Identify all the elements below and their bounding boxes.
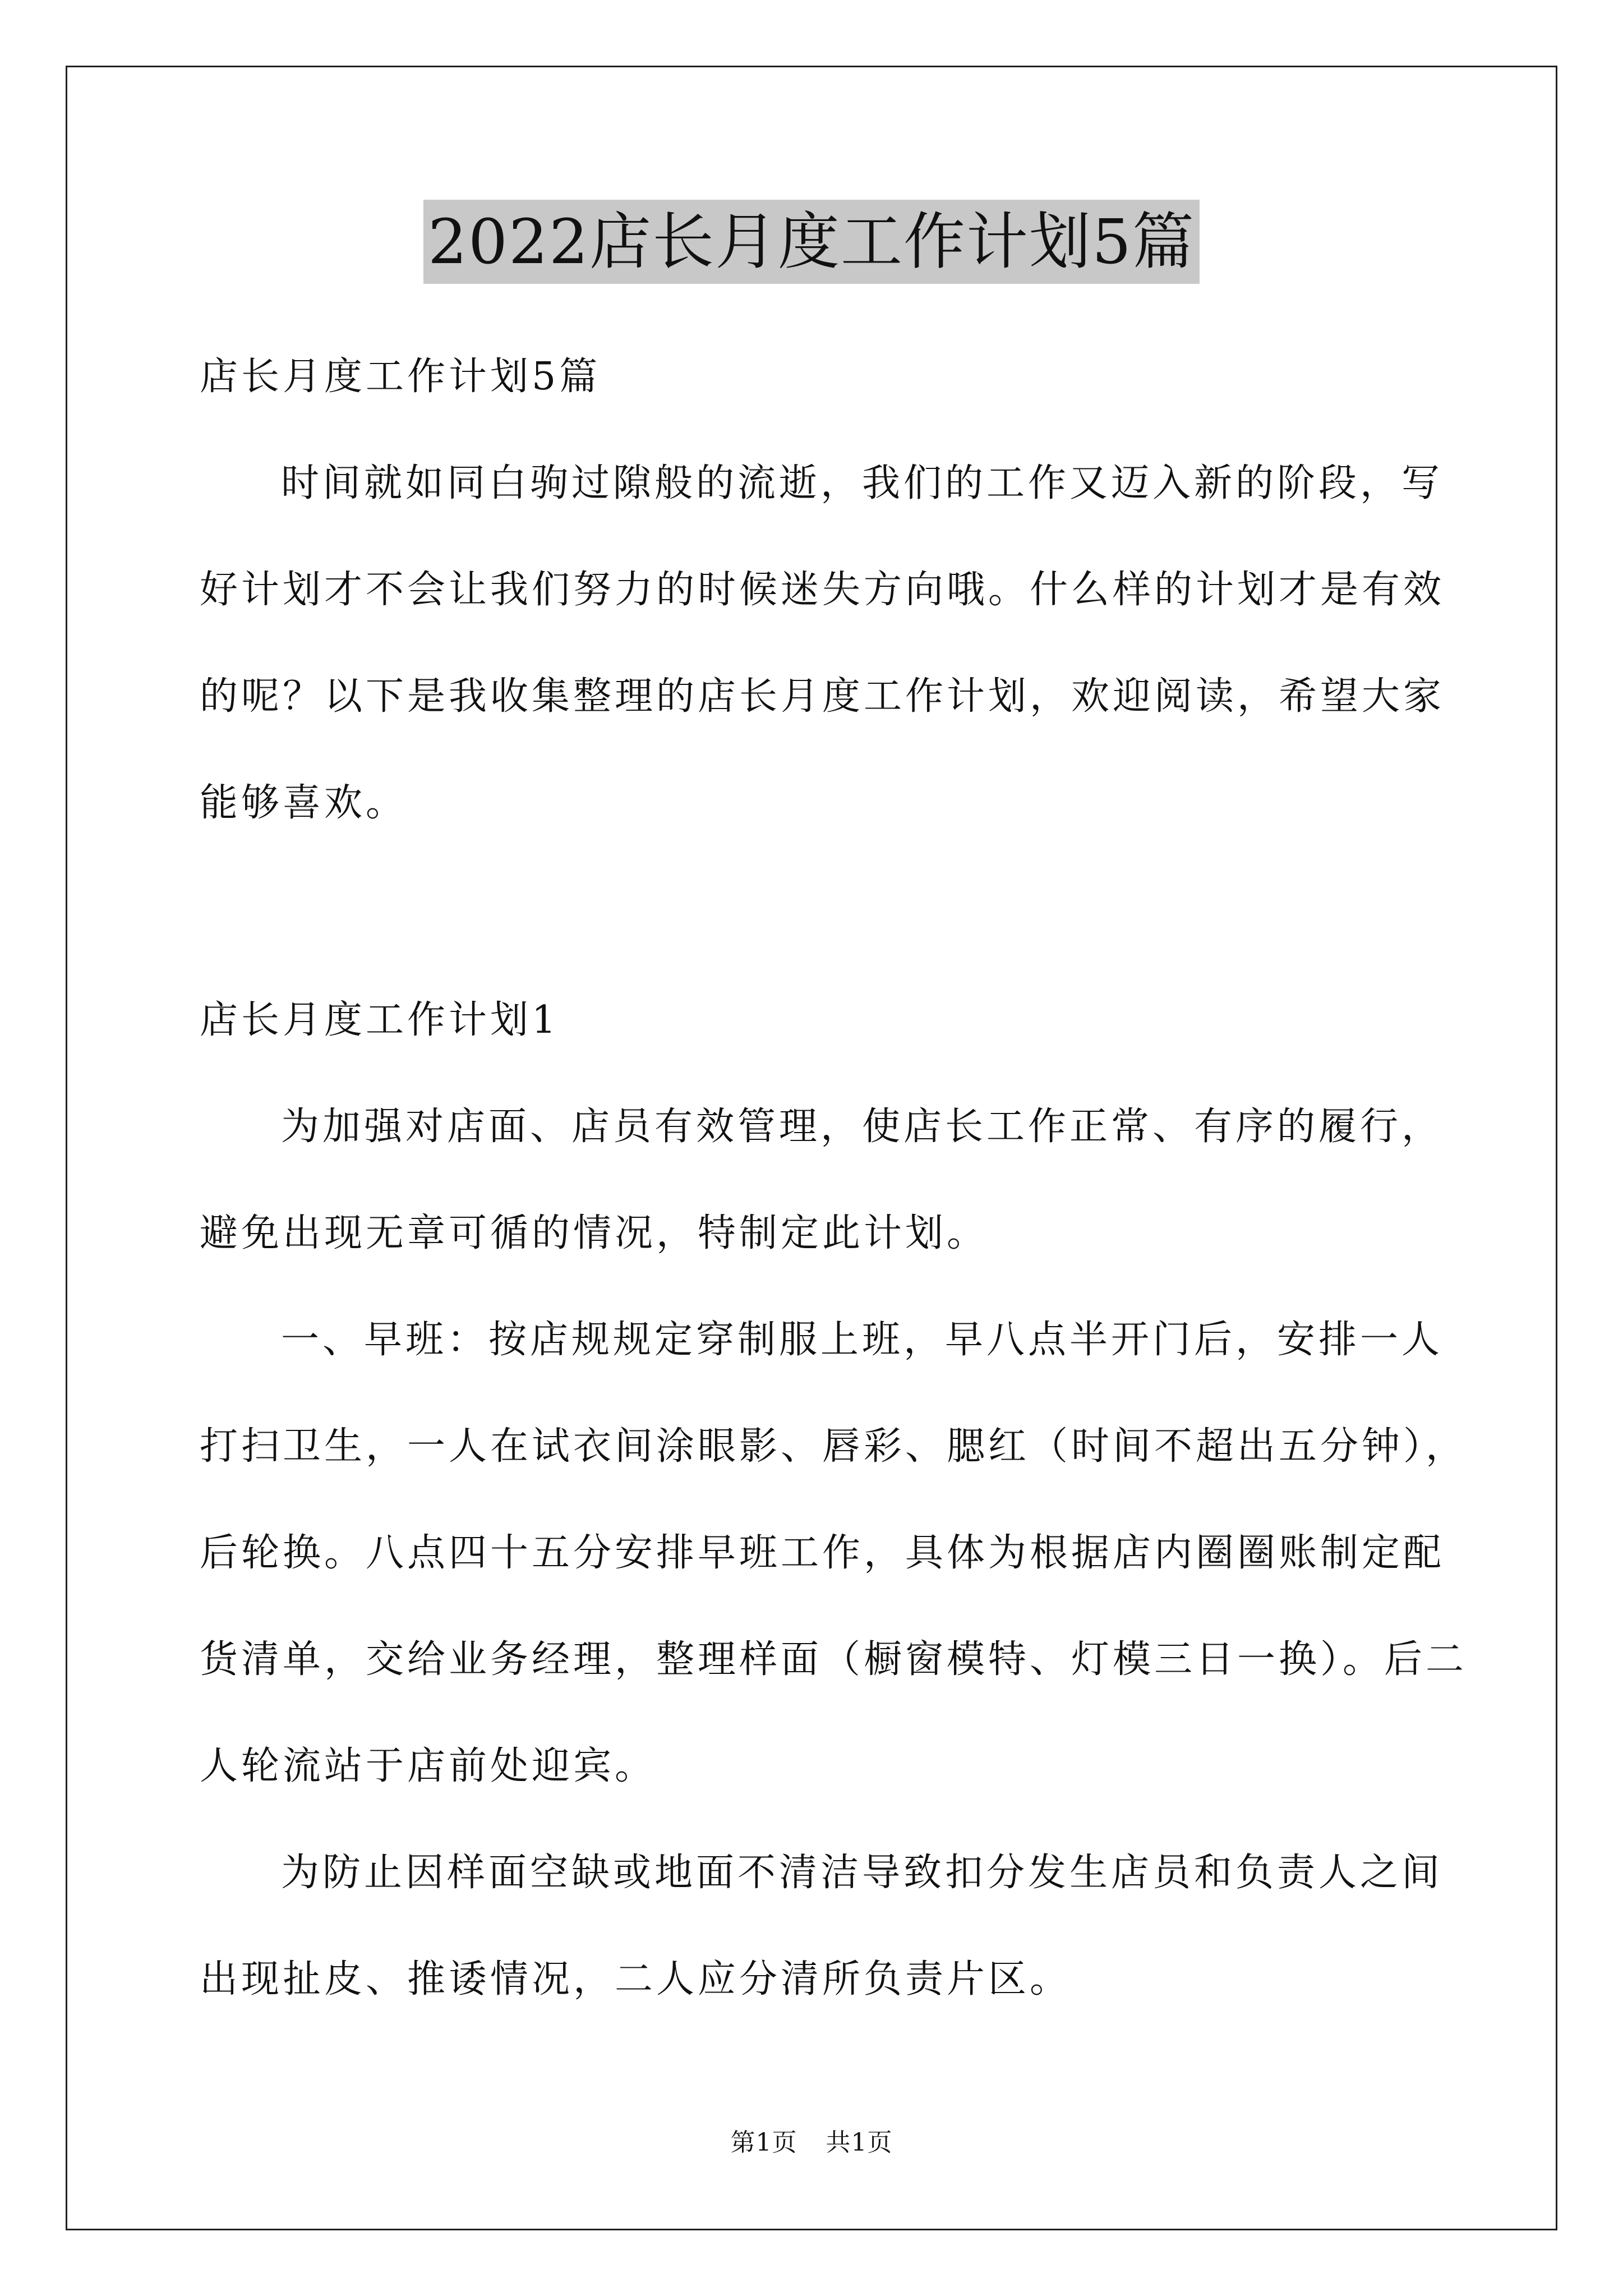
paragraph-line: 为防止因样面空缺或地面不清洁导致扣分发生店员和负责人之间 [281, 1851, 1444, 1895]
paragraph-line: 避免出现无章可循的情况，特制定此计划。 [200, 1211, 989, 1255]
page-total: 共1页 [826, 2128, 893, 2157]
intro-line: 时间就如同白驹过隙般的流逝，我们的工作又迈入新的阶段，写 [281, 461, 1444, 505]
intro-line: 能够喜欢。 [200, 781, 408, 825]
title-container [0, 200, 1623, 284]
paragraph-line: 人轮流站于店前处迎宾。 [200, 1744, 657, 1788]
paragraph-line: 出现扯皮、推诿情况，二人应分清所负责片区。 [200, 1957, 1072, 2001]
page-footer [0, 2126, 1623, 2160]
subtitle: 店长月度工作计划5篇 [200, 355, 601, 399]
paragraph-line: 后轮换。八点四十五分安排早班工作，具体为根据店内圈圈账制定配 [200, 1531, 1445, 1575]
paragraph-line: 货清单，交给业务经理，整理样面（橱窗模特、灯模三日一换）。后二 [200, 1637, 1468, 1682]
paragraph-line: 打扫卫生，一人在试衣间涂眼影、唇彩、腮红（时间不超出五分钟）， [200, 1424, 1468, 1469]
intro-line: 的呢？以下是我收集整理的店长月度工作计划，欢迎阅读，希望大家 [200, 674, 1445, 719]
paragraph-line: 为加强对店面、店员有效管理，使店长工作正常、有序的履行， [281, 1105, 1444, 1149]
intro-line: 好计划才不会让我们努力的时候迷失方向哦。什么样的计划才是有效 [200, 568, 1445, 612]
paragraph-line: 一、早班：按店规规定穿制服上班，早八点半开门后，安排一人 [281, 1318, 1444, 1362]
page-number: 第1页 [730, 2128, 797, 2157]
section-heading: 店长月度工作计划1 [200, 998, 560, 1042]
document-title: 2022店长月度工作计划5篇 [423, 200, 1200, 284]
